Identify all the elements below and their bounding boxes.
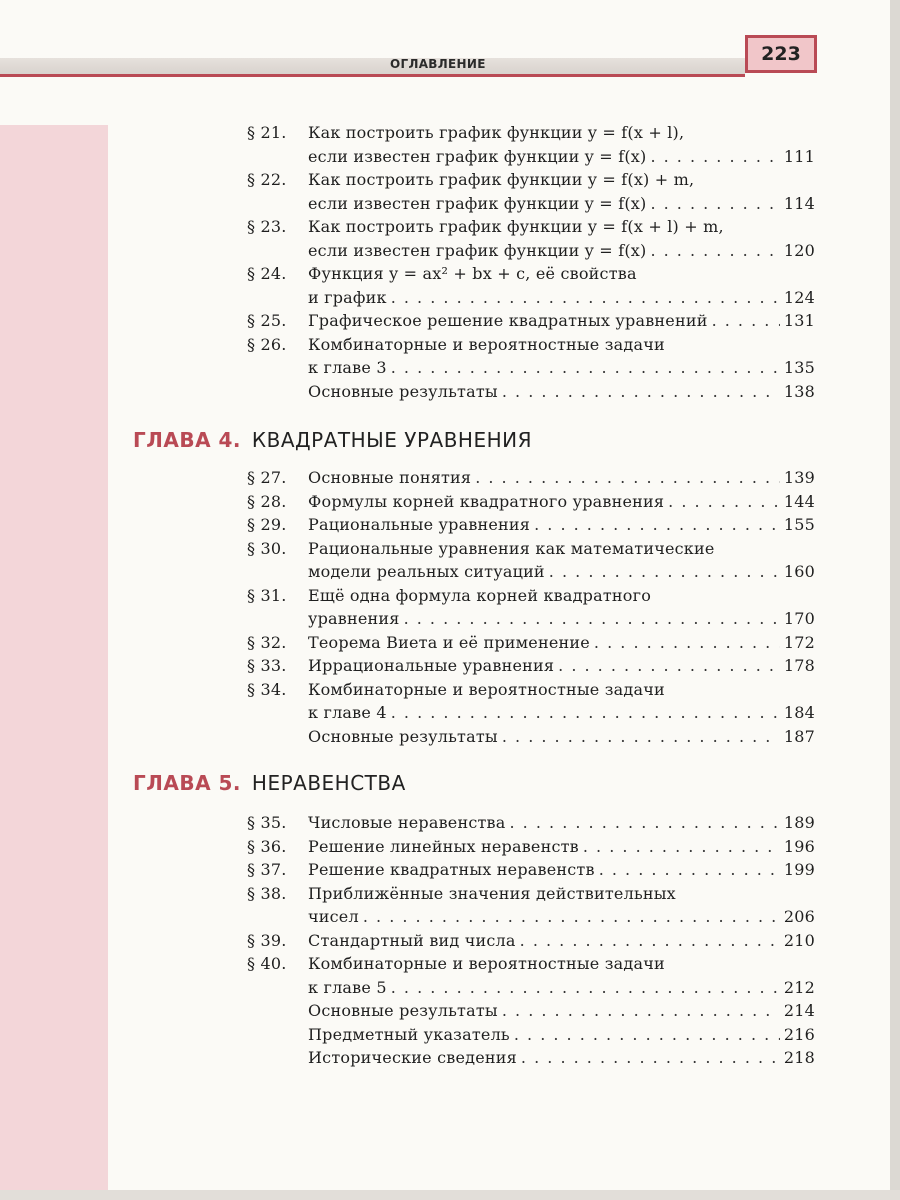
toc-entry-line bbox=[247, 309, 815, 333]
toc-entry bbox=[247, 380, 815, 404]
entry-title: Ещё одна формула корней квадратного bbox=[308, 585, 652, 605]
chapter-heading-4 bbox=[133, 428, 532, 452]
dot-leader bbox=[391, 976, 780, 1000]
entry-page-number: 206 bbox=[783, 907, 815, 926]
entry-title: Иррациональные уравнения bbox=[308, 656, 555, 675]
toc-leader-line bbox=[308, 835, 815, 859]
margin-strip bbox=[0, 125, 108, 1190]
toc-entry bbox=[247, 999, 815, 1023]
toc-entry bbox=[247, 262, 815, 309]
toc-entry bbox=[247, 466, 815, 490]
entry-title: Как построить график функции y = f(x + l), bbox=[308, 123, 685, 142]
toc-entry-line bbox=[247, 380, 815, 404]
section-number: § 31. bbox=[247, 585, 287, 605]
toc-entry-line bbox=[247, 858, 815, 882]
dot-leader bbox=[502, 380, 780, 404]
dot-leader bbox=[650, 145, 779, 169]
toc-leader-line bbox=[308, 145, 815, 169]
entry-title: Решение линейных неравенств bbox=[308, 836, 579, 856]
toc-entry bbox=[247, 215, 815, 262]
section-number: § 33. bbox=[247, 656, 287, 675]
section-number: § 35. bbox=[247, 813, 287, 832]
toc-leader-line bbox=[308, 380, 815, 404]
toc-leader-line bbox=[308, 654, 815, 678]
toc-leader-line bbox=[308, 725, 815, 749]
entry-page-number: 218 bbox=[783, 1048, 815, 1067]
entry-title: Функция y = ax² + bx + c, её свойства bbox=[308, 264, 637, 283]
toc-entry bbox=[247, 309, 815, 333]
dot-leader bbox=[594, 631, 780, 655]
dot-leader bbox=[534, 513, 780, 537]
toc-entry bbox=[247, 952, 815, 999]
entry-title: Основные понятия bbox=[308, 468, 472, 487]
section-number: § 24. bbox=[247, 264, 287, 283]
entry-title: Рациональные уравнения bbox=[308, 515, 531, 534]
section-number: § 26. bbox=[247, 334, 287, 354]
dot-leader bbox=[558, 654, 780, 678]
toc-leader-line bbox=[308, 309, 815, 333]
toc-leader-line bbox=[308, 466, 815, 490]
toc-leader-line bbox=[308, 999, 815, 1023]
toc-entry-line bbox=[247, 490, 815, 514]
toc-entry bbox=[247, 678, 815, 725]
toc-entry-line bbox=[247, 215, 815, 239]
entry-page-number: 216 bbox=[783, 1024, 815, 1044]
toc-entry-line bbox=[247, 882, 815, 906]
dot-leader bbox=[510, 811, 780, 835]
entry-page-number: 114 bbox=[783, 193, 815, 213]
entry-title: и график bbox=[308, 287, 387, 307]
toc-entry bbox=[247, 584, 815, 631]
entry-title: Рациональные уравнения как математические bbox=[308, 538, 715, 558]
entry-title: Как построить график функции y = f(x + l) + m, bbox=[308, 217, 724, 236]
toc-entry-line bbox=[247, 192, 815, 216]
toc-entry bbox=[247, 1046, 815, 1070]
entry-title: Как построить график функции y = f(x) + m, bbox=[308, 170, 695, 189]
toc-leader-line bbox=[308, 356, 815, 380]
entry-page-number: 172 bbox=[783, 632, 815, 652]
section-number: § 27. bbox=[247, 468, 287, 487]
entry-title: Предметный указатель bbox=[308, 1024, 510, 1044]
toc-leader-line bbox=[308, 929, 815, 953]
toc-entry-line bbox=[247, 905, 815, 929]
entry-page-number: 170 bbox=[783, 609, 815, 628]
toc-entry bbox=[247, 882, 815, 929]
toc-entry-line bbox=[247, 286, 815, 310]
entry-title: к главе 3 bbox=[308, 358, 387, 377]
toc-entry-line bbox=[247, 145, 815, 169]
entry-page-number: 139 bbox=[783, 468, 815, 487]
entry-title: Комбинаторные и вероятностные задачи bbox=[308, 334, 665, 354]
section-number: § 29. bbox=[247, 515, 287, 534]
chapter-name: НЕРАВЕНСТВА bbox=[251, 771, 406, 795]
toc-entry-line bbox=[247, 1046, 815, 1070]
dot-leader bbox=[521, 1046, 780, 1070]
section-number: § 30. bbox=[247, 538, 287, 558]
entry-page-number: 187 bbox=[783, 726, 815, 746]
dot-leader bbox=[668, 490, 780, 514]
entry-page-number: 178 bbox=[783, 656, 815, 675]
toc-leader-line bbox=[308, 607, 815, 631]
entry-page-number: 135 bbox=[783, 358, 815, 377]
entry-title: Приближённые значения действительных bbox=[308, 883, 676, 903]
entry-title: если известен график функции y = f(x) bbox=[308, 146, 647, 166]
toc-entry-line bbox=[247, 631, 815, 655]
dot-leader bbox=[549, 560, 780, 584]
toc-leader-line bbox=[308, 1046, 815, 1070]
toc-entry-line bbox=[247, 239, 815, 263]
entry-page-number: 184 bbox=[783, 703, 815, 722]
page-number: 223 bbox=[761, 43, 801, 65]
section-number: § 23. bbox=[247, 217, 287, 236]
toc-entry-line bbox=[247, 811, 815, 835]
toc-leader-line bbox=[308, 513, 815, 537]
dot-leader bbox=[363, 905, 780, 929]
toc-entry bbox=[247, 858, 815, 882]
entry-title: чисел bbox=[308, 907, 359, 926]
dot-leader bbox=[514, 1023, 780, 1047]
entry-title: модели реальных ситуаций bbox=[308, 562, 545, 581]
toc-entry bbox=[247, 631, 815, 655]
entry-page-number: 120 bbox=[783, 240, 815, 260]
section-title: ОГЛАВЛЕНИЕ bbox=[390, 57, 486, 71]
section-number: § 21. bbox=[247, 123, 287, 142]
toc-entry-line bbox=[247, 678, 815, 702]
toc-entry-line bbox=[247, 999, 815, 1023]
entry-page-number: 196 bbox=[783, 836, 815, 856]
toc-leader-line bbox=[308, 811, 815, 835]
entry-page-number: 212 bbox=[783, 977, 815, 997]
toc-entry-line bbox=[247, 929, 815, 953]
toc-entry bbox=[247, 513, 815, 537]
dot-leader bbox=[404, 607, 780, 631]
toc-entry-line bbox=[247, 333, 815, 357]
entry-title: к главе 4 bbox=[308, 703, 387, 722]
section-number: § 28. bbox=[247, 491, 287, 511]
chapter-label: ГЛАВА 4. bbox=[133, 428, 242, 452]
toc-entry-line bbox=[247, 356, 815, 380]
dot-leader bbox=[391, 356, 780, 380]
dot-leader bbox=[650, 239, 779, 263]
entry-title: Решение квадратных неравенств bbox=[308, 860, 595, 879]
page-edge-right bbox=[890, 0, 900, 1200]
entry-title: Основные результаты bbox=[308, 381, 498, 401]
toc-entry bbox=[247, 168, 815, 215]
entry-page-number: 111 bbox=[783, 146, 815, 166]
entry-title: Комбинаторные и вероятностные задачи bbox=[308, 954, 665, 973]
dot-leader bbox=[650, 192, 779, 216]
toc-entry bbox=[247, 121, 815, 168]
toc-entry bbox=[247, 537, 815, 584]
toc-entry bbox=[247, 811, 815, 835]
entry-title: к главе 5 bbox=[308, 977, 387, 997]
section-number: § 39. bbox=[247, 930, 287, 950]
entry-title: уравнения bbox=[308, 609, 400, 628]
chapter-heading-5 bbox=[133, 771, 406, 795]
toc-entry-line bbox=[247, 584, 815, 608]
page-number-box bbox=[745, 35, 817, 73]
entry-title: Исторические сведения bbox=[308, 1048, 517, 1067]
entry-page-number: 124 bbox=[783, 287, 815, 307]
dot-leader bbox=[391, 701, 780, 725]
dot-leader bbox=[520, 929, 780, 953]
dot-leader bbox=[712, 309, 780, 333]
entry-title: Основные результаты bbox=[308, 726, 498, 746]
entry-title: Графическое решение квадратных уравнений bbox=[308, 311, 708, 330]
toc-entry-line bbox=[247, 513, 815, 537]
entry-page-number: 199 bbox=[783, 860, 815, 879]
toc-leader-line bbox=[308, 1023, 815, 1047]
chapter-name: КВАДРАТНЫЕ УРАВНЕНИЯ bbox=[251, 428, 532, 452]
section-number: § 32. bbox=[247, 632, 287, 652]
section-number: § 36. bbox=[247, 836, 287, 856]
section-number: § 38. bbox=[247, 883, 287, 903]
toc-entry-line bbox=[247, 607, 815, 631]
section-number: § 34. bbox=[247, 679, 287, 699]
section-number: § 22. bbox=[247, 170, 287, 189]
entry-title: Формулы корней квадратного уравнения bbox=[308, 491, 665, 511]
toc-entry-line bbox=[247, 654, 815, 678]
toc-leader-line bbox=[308, 858, 815, 882]
toc-entry bbox=[247, 333, 815, 380]
dot-leader bbox=[475, 466, 780, 490]
toc-entry-line bbox=[247, 952, 815, 976]
section-number: § 25. bbox=[247, 311, 287, 330]
toc-leader-line bbox=[308, 976, 815, 1000]
entry-page-number: 138 bbox=[783, 381, 815, 401]
dot-leader bbox=[391, 286, 780, 310]
toc-entry bbox=[247, 490, 815, 514]
toc-entry-line bbox=[247, 835, 815, 859]
entry-title: если известен график функции y = f(x) bbox=[308, 193, 647, 213]
entry-page-number: 214 bbox=[783, 1001, 815, 1020]
section-number: § 40. bbox=[247, 954, 287, 973]
dot-leader bbox=[502, 725, 780, 749]
toc-entry-line bbox=[247, 168, 815, 192]
entry-title: Теорема Виета и её применение bbox=[308, 632, 590, 652]
chapter-label: ГЛАВА 5. bbox=[133, 771, 242, 795]
toc-entry-line bbox=[247, 466, 815, 490]
header-rule bbox=[0, 74, 745, 77]
entry-page-number: 155 bbox=[783, 515, 815, 534]
toc-leader-line bbox=[308, 905, 815, 929]
toc-leader-line bbox=[308, 286, 815, 310]
entry-page-number: 189 bbox=[783, 813, 815, 832]
toc-entry-line bbox=[247, 701, 815, 725]
toc-leader-line bbox=[308, 192, 815, 216]
toc-entry-line bbox=[247, 262, 815, 286]
toc-entry bbox=[247, 725, 815, 749]
toc-entry-line bbox=[247, 1023, 815, 1047]
entry-page-number: 144 bbox=[783, 491, 815, 511]
page-edge-bottom bbox=[0, 1190, 900, 1200]
dot-leader bbox=[583, 835, 780, 859]
entry-title: Основные результаты bbox=[308, 1001, 498, 1020]
toc-leader-line bbox=[308, 631, 815, 655]
dot-leader bbox=[502, 999, 780, 1023]
toc-leader-line bbox=[308, 560, 815, 584]
toc-entry bbox=[247, 654, 815, 678]
toc-leader-line bbox=[308, 490, 815, 514]
toc-leader-line bbox=[308, 239, 815, 263]
toc-entry-line bbox=[247, 560, 815, 584]
entry-title: если известен график функции y = f(x) bbox=[308, 240, 647, 260]
toc-entry-line bbox=[247, 537, 815, 561]
section-number: § 37. bbox=[247, 860, 287, 879]
entry-title: Числовые неравенства bbox=[308, 813, 506, 832]
toc-entry bbox=[247, 1023, 815, 1047]
entry-page-number: 160 bbox=[783, 562, 815, 581]
toc-entry-line bbox=[247, 121, 815, 145]
entry-title: Комбинаторные и вероятностные задачи bbox=[308, 679, 665, 699]
toc-entry bbox=[247, 835, 815, 859]
toc-entry-line bbox=[247, 725, 815, 749]
entry-page-number: 210 bbox=[783, 930, 815, 950]
toc-entry-line bbox=[247, 976, 815, 1000]
toc-entry bbox=[247, 929, 815, 953]
toc-leader-line bbox=[308, 701, 815, 725]
entry-page-number: 131 bbox=[783, 311, 815, 330]
entry-title: Стандартный вид числа bbox=[308, 930, 516, 950]
dot-leader bbox=[599, 858, 780, 882]
